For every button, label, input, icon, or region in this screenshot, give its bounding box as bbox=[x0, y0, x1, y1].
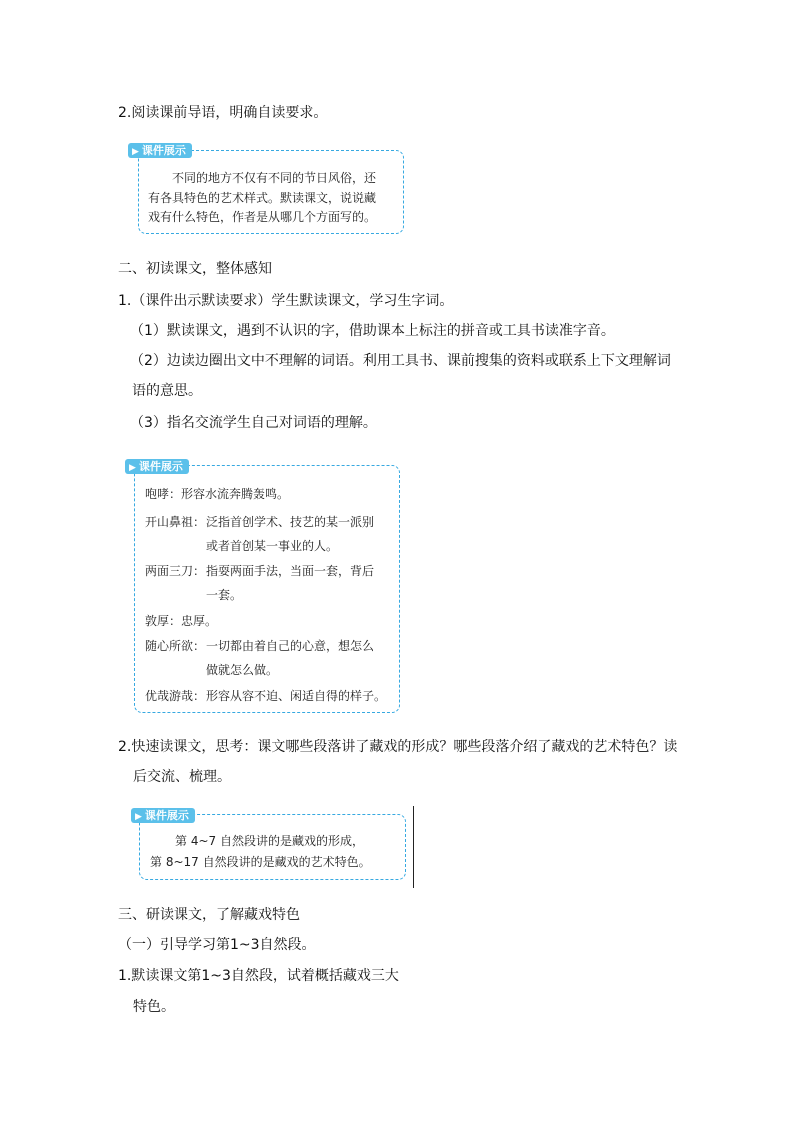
gloss-def: 一套。 bbox=[206, 588, 243, 602]
step-2-read-intro: 2.阅读课前导语，明确自读要求。 bbox=[118, 105, 328, 121]
gloss-def: 指耍两面手法，当面一套，背后 bbox=[206, 564, 375, 578]
gloss-def: 做就怎么做。 bbox=[206, 663, 279, 677]
box1-line-3: 戏有什么特色，作者是从哪几个方面写的。 bbox=[148, 210, 377, 224]
gloss-def: 形容水流奔腾轰鸣。 bbox=[181, 487, 290, 501]
box1-line-1: 不同的地方不仅有不同的节日风俗，还 bbox=[172, 171, 377, 185]
margin-rule bbox=[413, 806, 414, 888]
gloss-def: 一切都由着自己的心意，想怎么 bbox=[206, 639, 375, 653]
gloss-def: 形容从容不迫、闲适自得的样子。 bbox=[206, 689, 387, 703]
gloss-term: 开山鼻祖： bbox=[145, 515, 206, 529]
courseware-badge-2 bbox=[125, 459, 189, 474]
courseware-badge-1 bbox=[128, 143, 192, 158]
box1-line-2: 有各具特色的艺术样式。默读课文，说说藏 bbox=[148, 191, 377, 205]
item-3-line-1: 1.默读课文第1~3自然段，试着概括藏戏三大 bbox=[118, 968, 399, 984]
badge-label: 课件展示 bbox=[144, 809, 189, 822]
box3-line-1: 第 4~7 自然段讲的是藏戏的形成， bbox=[175, 834, 364, 848]
gloss-term: 咆哮： bbox=[145, 487, 182, 501]
item-2-line-1: 2.快速读课文，思考：课文哪些段落讲了藏戏的形成？哪些段落介绍了藏戏的艺术特色？读 bbox=[118, 739, 678, 755]
badge-label: 课件展示 bbox=[141, 144, 186, 157]
box3-line-2: 第 8~17 自然段讲的是藏戏的艺术特色。 bbox=[150, 855, 371, 869]
gloss-term: 敦厚： bbox=[145, 614, 182, 628]
gloss-term: 两面三刀： bbox=[145, 564, 206, 578]
item-1-sub-2-line-2: 语的意思。 bbox=[132, 383, 202, 399]
item-3-line-2: 特色。 bbox=[133, 999, 175, 1015]
item-1: 1.（课件出示默读要求）学生默读课文，学习生字词。 bbox=[118, 293, 454, 309]
gloss-def: 或者首创某一事业的人。 bbox=[206, 539, 339, 553]
section-2-title: 二、初读课文，整体感知 bbox=[118, 261, 272, 277]
item-1-sub-1: （1）默读课文，遇到不认识的字，借助课本上标注的拼音或工具书读准字音。 bbox=[130, 323, 615, 339]
courseware-badge-3 bbox=[131, 808, 195, 823]
gloss-term: 优哉游哉： bbox=[145, 689, 206, 703]
item-2-line-2: 后交流、梳理。 bbox=[133, 769, 231, 785]
play-triangle-icon: ▶ bbox=[129, 463, 136, 473]
play-triangle-icon: ▶ bbox=[132, 147, 139, 157]
section-3-title: 三、研读课文，了解藏戏特色 bbox=[118, 907, 300, 923]
badge-label: 课件展示 bbox=[138, 460, 183, 473]
play-triangle-icon: ▶ bbox=[135, 812, 142, 822]
sub-section-1: （一）引导学习第1~3自然段。 bbox=[118, 937, 316, 953]
gloss-def: 泛指首创学术、技艺的某一派别 bbox=[206, 515, 375, 529]
item-1-sub-2-line-1: （2）边读边圈出文中不理解的词语。利用工具书、课前搜集的资料或联系上下文理解词 bbox=[130, 353, 671, 369]
gloss-def: 忠厚。 bbox=[181, 614, 218, 628]
item-1-sub-3: （3）指名交流学生自己对词语的理解。 bbox=[130, 415, 377, 431]
gloss-term: 随心所欲： bbox=[145, 639, 206, 653]
